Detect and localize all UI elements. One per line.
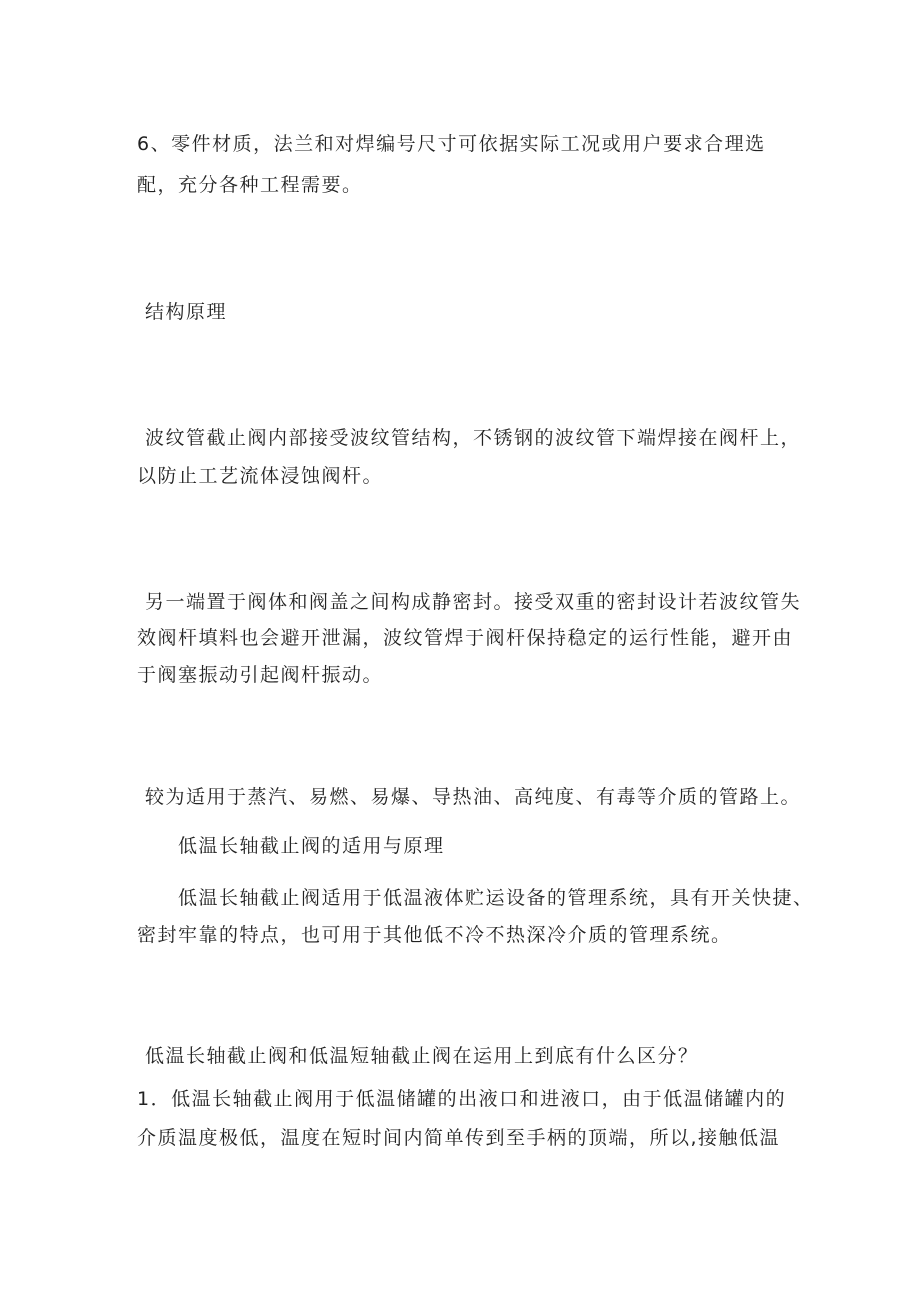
section-heading-lowtemp: 低温长轴截止阀的适用与原理 <box>178 835 445 857</box>
section-heading-structure: 结构原理 <box>145 301 228 323</box>
paragraph-3-line-3: 于阀塞振动引起阀杆振动。 <box>137 664 384 686</box>
paragraph-3-line-2: 效阀杆填料也会避开泄漏，波纹管焊于阀杆保持稳定的运行性能，避开由 <box>137 627 794 649</box>
paragraph-2-line-1: 波纹管截止阀内部接受波纹管结构，不锈钢的波纹管下端焊接在阀杆上， <box>145 427 802 449</box>
paragraph-4: 较为适用于蒸汽、易燃、易爆、导热油、高纯度、有毒等介质的管路上。 <box>145 786 802 808</box>
paragraph-1-line-1: 6、零件材质，法兰和对焊编号尺寸可依据实际工况或用户要求合理选 <box>137 133 766 155</box>
paragraph-5-line-2: 密封牢靠的特点，也可用于其他低不冷不热深冷介质的管理系统。 <box>137 924 732 946</box>
paragraph-3-line-1: 另一端置于阀体和阀盖之间构成静密封。接受双重的密封设计若波纹管失 <box>145 591 802 613</box>
paragraph-6-line-2: 介质温度极低，温度在短时间内简单传到至手柄的顶端，所以,接触低温 <box>137 1127 781 1149</box>
question-line: 低温长轴截止阀和低温短轴截止阀在运用上到底有什么区分？ <box>145 1045 699 1067</box>
paragraph-5-line-1: 低温长轴截止阀适用于低温液体贮运设备的管理系统，具有开关快捷、 <box>178 887 814 909</box>
paragraph-2-line-2: 以防止工艺流体浸蚀阀杆。 <box>137 465 384 487</box>
paragraph-1-line-2: 配，充分各种工程需要。 <box>137 174 363 196</box>
paragraph-6-line-1: 1．低温长轴截止阀用于低温储罐的出液口和进液口，由于低温储罐内的 <box>137 1088 787 1110</box>
